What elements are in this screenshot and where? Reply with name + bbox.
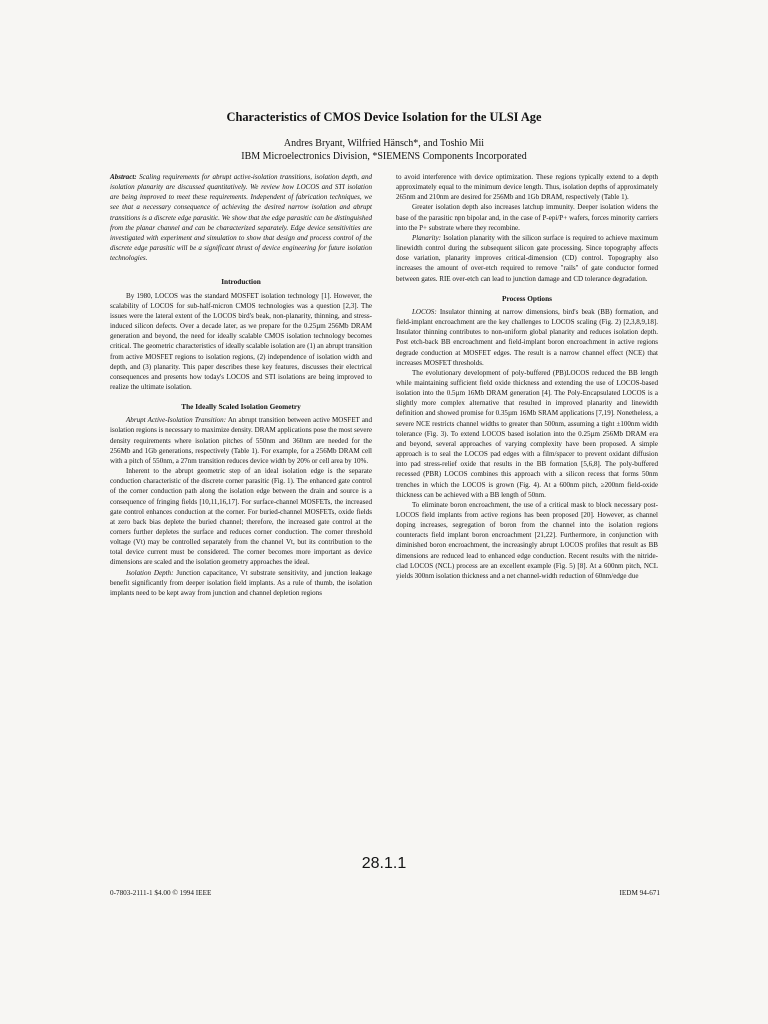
section-heading-introduction: Introduction <box>221 277 261 287</box>
ideal-paragraph-2: Inherent to the abrupt geometric step of an ideal isolation edge is the separate conduction characteristic of the discrete corner parasitic (Fig. 1). The enhanced gate control of the corner conduction path along the isolation edge between the drain and source is a consequence of fringing fields [10,11,16,17]. For surface-channel MOSFETs, the increased gate control enhances conduction at the corner. For buried-channel MOSFETs, oxide fields at zero back bias deplete the buried channel; therefore, the increased gate control at the corners further depletes the surface and reduces corner conduction. The corner threshold voltage (Vt) may be controlled separately from the channel Vt, but its contribution to the total device current must be considered. The corner becomes more important as device dimensions are scaled and the isolation geometry approaches the ideal. <box>110 467 372 567</box>
page-code: 28.1.1 <box>361 855 407 872</box>
abstract-text: Scaling requirements for abrupt active-isolation transitions, isolation depth, and isolation planarity are discussed quantitatively. We review how LOCOS and STI isolation are being improved to meet these requirements. Independent of fabrication techniques, we see that a necessary consequence of achieving the desired narrow isolation and abrupt transitions is a discrete edge parasitic. We show that the edge parasitic can be distinguished from the planar channel and can be characterized separately. Edge device sensitivities are investigated with experiment and simulation to show that design and process control of the discrete edge parasitic will be a significant thrust of device engineering for future isolation technologies. <box>110 173 372 263</box>
process-paragraph-3: To eliminate boron encroachment, the use of a critical mask to block necessary post-LOCOS field implants from active regions has been proposed [20]. However, as channel doping increases, segregation of boron from the channel into the isolation regions counteracts field implant boron encroachment [21,22]. Furthermore, in conjunction with diminished boron encroachment, the increasingly abrupt LOCOS profiles that result as BB dimensions are reduced lead to enhanced edge conduction. Recent results with the nitride-clad LOCOS (NCL) process are an excellent example (Fig. 5) [8]. At a 600nm pitch, NCL yields 300nm isolation thickness and a net channel-width reduction of 60nm/edge due <box>396 500 658 580</box>
process-paragraph-1-text: Insulator thinning at narrow dimensions, bird's beak (BB) formation, and field-implant encroachment are the key challenges to LOCOS scaling (Fig. 2) [2,3,8,9,18]. Insulator thinning contributes to non-uniform global planarity and reduces isolation depth. Post etch-back BB encroachment and field-implant boron encroachment in active regions degrade conduction at MOSFET edges. The result is a narrow channel effect (NCE) that increases MOSFET thresholds. <box>396 307 658 367</box>
abstract <box>110 172 372 263</box>
section-heading-process-options: Process Options <box>502 293 552 303</box>
process-paragraph-1 <box>396 307 658 368</box>
intro-paragraph: By 1980, LOCOS was the standard MOSFET isolation technology [1]. However, the scalability of LOCOS for sub-half-micron CMOS technologies was a question [2,3]. The issues were the lateral extent of the LOCOS bird's beak, non-planarity, thinning, and stress-induced silicon defects. Over a decade later, as we prepare for the 0.25µm 256Mb DRAM generation and beyond, the need for ideally scalable CMOS isolation technology becomes critical. The geometric characteristics of ideally scalable isolation are (1) an abrupt transition from active MOSFET regions to isolation regions, (2) independence of isolation width and depth, and (3) planarity. This paper describes these key features, discusses their electrical consequences and presents how today's LOCOS and STI isolations are being improved to realize the ultimate isolation. <box>110 291 372 391</box>
runin-locos: LOCOS: <box>412 307 437 316</box>
process-paragraph-2: The evolutionary development of poly-buffered (PB)LOCOS reduced the BB length while maintaining sufficient field oxide thickness and extending the use of LOCOS-based isolation into the 0.5µm 16Mb DRAM generation [4]. The Poly-Encapsulated LOCOS is a slightly more complex alternative that resulted in improved planarity and linewidth definition and showed promise for 0.35µm 16Mb SRAM applications [7,19]. Nonetheless, a severe NCE restricts channel widths to greater than 500nm, assuming a tight ±100nm width tolerance (Fig. 3). To extend LOCOS based isolation into the 0.25µm 256Mb DRAM era and beyond, several approaches of varying complexity have been proposed. A simple approach is to seal the LOCOS pad edges with a film/spacer to prevent oxidant diffusion into pad stress-relief oxide that results in the BB formation [5,6,8]. The poly-buffered recessed (PBR) LOCOS combines this approach with a silicon recess that forms 50nm trenches in which the LOCOS is grown (Fig. 4). At a 600nm pitch, ≥200nm field-oxide thickness can be achieved with a BB length of 50nm. <box>396 368 658 499</box>
ideal-paragraph-6-text: Isolation planarity with the silicon surface is required to achieve maximum linewidth control during the subsequent silicon gate processing. Since topography affects dose variation, planarity improves critical-dimension (CD) control. Topography also increases the amount of over-etch required to remove "rails" of gate conductor formed between gates. RIE over-etch can lead to junction damage and CD tolerance degradation. <box>396 233 658 283</box>
ideal-paragraph-1-text: An abrupt transition between active MOSFET and isolation regions is necessary to maximize density. DRAM applications pose the most severe density requirements where isolation pitches of 550nm and 360nm are needed for the 256Mb and 1Gb generations, respectively (Table 1). For example, for a 256Mb DRAM cell with a pitch of 550nm, a 27nm transition reduces device width by 20% or cell area by 10%. <box>110 416 373 465</box>
ideal-paragraph-3-text: Junction capacitance, Vt substrate sensitivity, and junction leakage benefit significantly from deeper isolation field implants. As a rule of thumb, the isolation implants need to be kept away from junction and channel depletion regions <box>110 568 372 597</box>
right-column <box>396 172 658 581</box>
section-heading-ideal-geometry: The Ideally Scaled Isolation Geometry <box>181 402 301 412</box>
ideal-paragraph-1 <box>110 415 372 466</box>
ideal-paragraph-6 <box>396 233 658 284</box>
author-affiliation: IBM Microelectronics Division, *SIEMENS Components Incorporated <box>241 151 527 162</box>
paper-title: Characteristics of CMOS Device Isolation for the ULSI Age <box>226 110 542 124</box>
abstract-label: Abstract: <box>110 173 137 181</box>
footer-page-number: IEDM 94-671 <box>619 889 660 897</box>
runin-planarity: Planarity: <box>412 233 441 242</box>
ideal-paragraph-4: to avoid interference with device optimization. These regions typically extend to a depth approximately equal to the minimum device length. Thus, isolation depths of approximately 265nm and 210nm are desired for 256Mb and 1Gb DRAM, respectively (Table 1). <box>396 173 658 202</box>
author-names: Andres Bryant, Wilfried Hänsch*, and Toshio Mii <box>283 138 485 149</box>
runin-abrupt-transition: Abrupt Active-Isolation Transition: <box>126 416 227 425</box>
author-block <box>0 137 768 163</box>
left-column <box>110 172 372 598</box>
ideal-paragraph-3 <box>110 568 372 598</box>
ideal-paragraph-5: Greater isolation depth also increases latchup immunity. Deeper isolation widens the base of the parasitic npn bipolar and, in the case of P-epi/P+ wafers, forces minority carriers into the P+ substrate where they recombine. <box>396 203 658 232</box>
runin-isolation-depth: Isolation Depth: <box>126 568 174 577</box>
footer-copyright: 0-7803-2111-1 $4.00 © 1994 IEEE <box>110 889 212 897</box>
